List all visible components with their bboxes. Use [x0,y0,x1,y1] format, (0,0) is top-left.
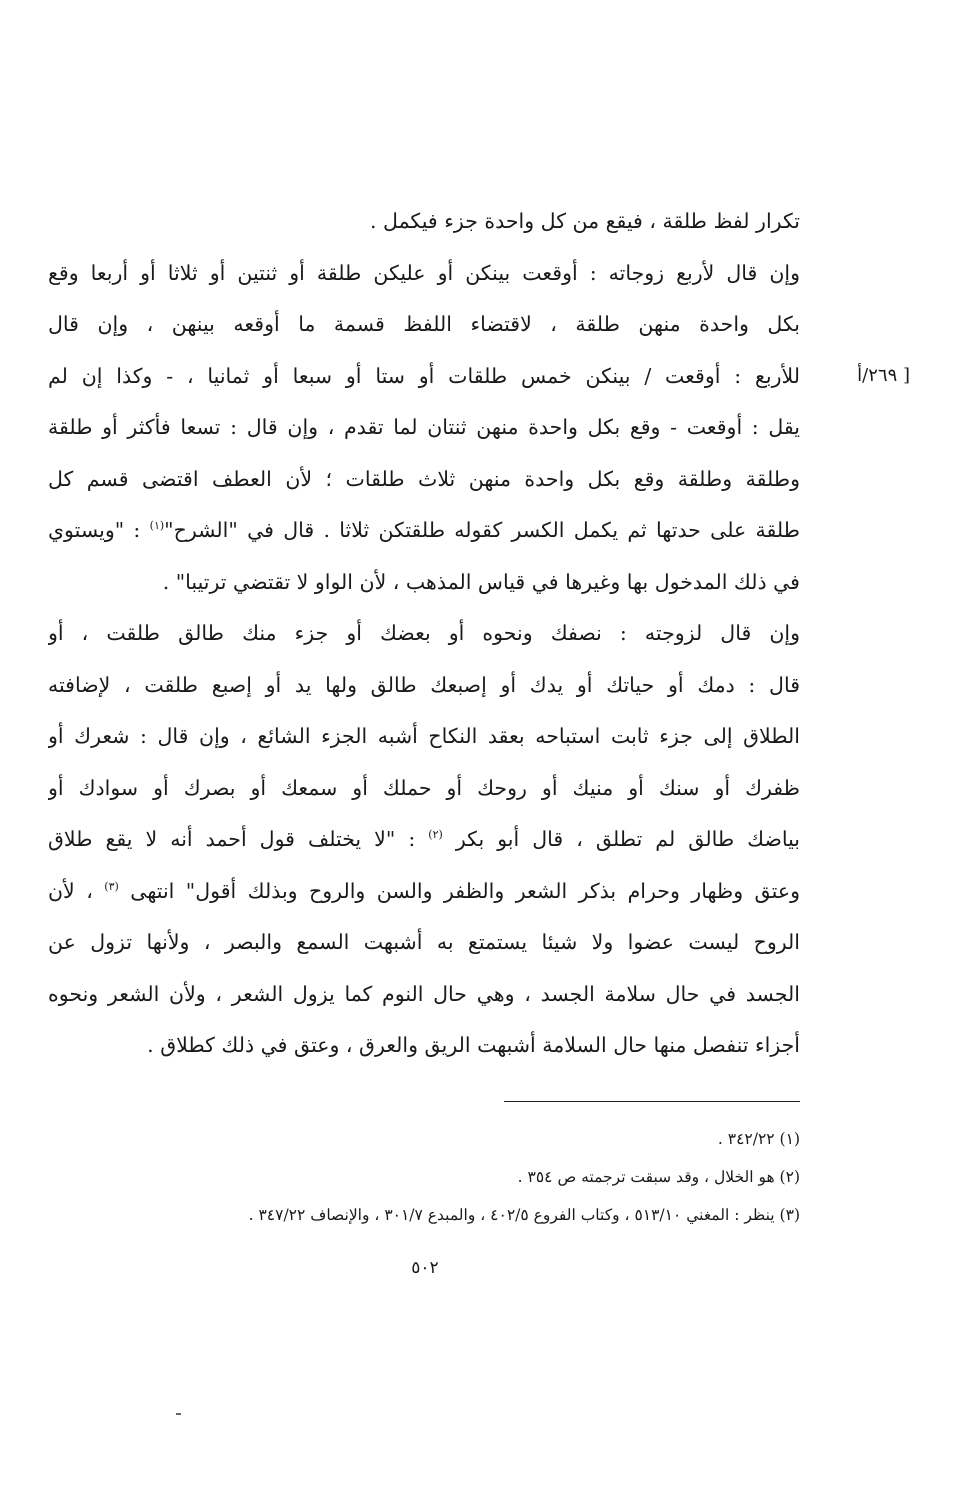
footnote: (٢) هو الخلال ، وقد سبقت ترجمته ص ٣٥٤ . [517,1168,800,1186]
folio-margin-note: [ ٢٦٩/أ [857,365,910,386]
body-line: أجزاء تنفصل منها حال السلامة أشبهت الريق والعرق ، وعتق في ذلك كطلاق . [147,1033,800,1057]
body-line: ظفرك أو سنك أو منيك أو روحك أو حملك أو سمعك أو بصرك أو سوادك أو [48,775,800,800]
scan-speck [176,1413,181,1415]
body-line: الطلاق إلى جزء ثابت استباحه بعقد النكاح أشبه الجزء الشائع ، وإن قال : شعرك أو [48,724,800,748]
page-number: ٥٠٢ [411,1258,439,1278]
body-line: في ذلك المدخول بها وغيرها في قياس المذهب ، لأن الواو لا تقتضي ترتيبا" . [162,569,800,594]
body-line-text: بياضك طالق لم تطلق ، قال أبو بكر [455,827,800,851]
footnote-separator [504,1101,800,1102]
body-text [48,196,800,1072]
body-line: وإن قال لأربع زوجاته : أوقعت بينكن أو عليكن طلقة أو ثنتين أو ثلاثا أو أربعا وقع [48,260,800,285]
body-line: الجسد في حال سلامة الجسد ، وهي حال النوم كما يزول الشعر ، ولأن الشعر ونحوه [48,981,800,1006]
body-line: قال : دمك أو حياتك أو يدك أو إصبعك طالق ولها يد أو إصبع طلقت ، لإضافته [48,672,800,697]
body-line: تكرار لفظ طلقة ، فيقع من كل واحدة جزء فيكمل . [370,209,800,233]
footnote: (٣) ينظر : المغني ٥١٣/١٠ ، وكتاب الفروع ٤٠٢/٥ ، والمبدع ٣٠١/٧ ، والإنصاف ٣٤٧/٢٢ . [248,1206,800,1224]
body-line-text: طلقة على حدتها ثم يكمل الكسر كقوله طلقتكن ثلاثا . قال في "الشرح" [164,518,800,542]
footnote-mark: (٣) [104,879,119,893]
footnote-mark: (١) [149,519,165,533]
body-line-text: : "ويستوي [48,518,141,542]
footnote: (١) ٣٤٢/٢٢ . [717,1130,800,1148]
body-line [48,866,800,918]
body-line: يقل : أوقعت - وقع بكل واحدة منهن ثنتان لما تقدم ، وإن قال : تسعا فأكثر أو طلقة [48,415,800,439]
body-line: وطلقة وطلقة وقع بكل واحدة منهن ثلاث طلقات ؛ لأن العطف اقتضى قسم كل [48,466,800,491]
footnote-mark: (٢) [428,828,443,842]
body-line [48,505,800,557]
body-line-text: وعتق وظهار وحرام بذكر الشعر والظفر والسن والروح وبذلك أقول" انتهى [130,878,800,903]
body-line: للأربع : أوقعت / بينكن خمس طلقات أو ستا أو سبعا أو ثمانيا ، - وكذا إن لم [48,363,800,388]
body-line: بكل واحدة منهن طلقة ، لاقتضاء اللفظ قسمة ما أوقعه بينهن ، وإن قال [48,312,800,336]
body-line: وإن قال لزوجته : نصفك ونحوه أو بعضك أو جزء منك طالق طلقت ، أو [48,621,800,645]
body-line-text: : "لا يختلف قول أحمد أنه لا يقع طلاق [48,827,416,851]
body-line [48,814,800,866]
body-line: الروح ليست عضوا ولا شيئا يستمتع به أشبهت السمع والبصر ، ولأنها تزول عن [48,930,800,954]
footnotes [60,1120,800,1234]
body-line-text: ، لأن [48,878,93,903]
